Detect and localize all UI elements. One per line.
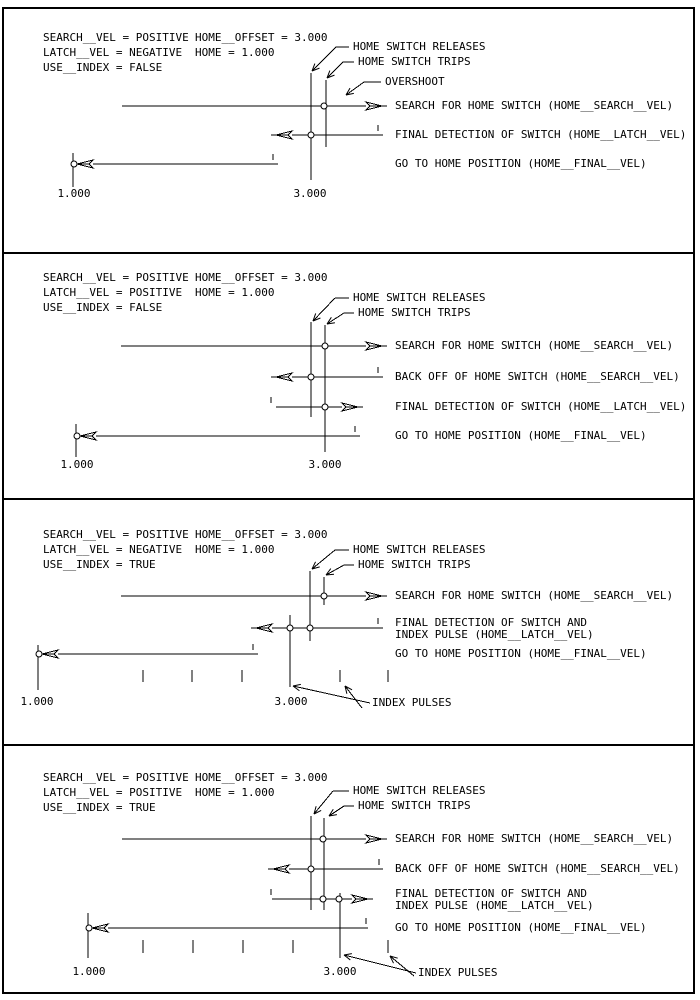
panel-3-param-col2: HOME__OFFSET = 3.000 bbox=[195, 528, 328, 541]
panel-2-param-col1: LATCH__VEL = POSITIVE bbox=[43, 286, 183, 299]
panel-4-callout-label: HOME SWITCH TRIPS bbox=[358, 799, 471, 812]
panel-2-callout-label: HOME SWITCH RELEASES bbox=[353, 291, 486, 304]
panel-3-row-label: SEARCH FOR HOME SWITCH (HOME__SEARCH__VEL) bbox=[395, 589, 674, 602]
panel-1-event-marker bbox=[308, 132, 314, 138]
panel-3-index-arrowhead bbox=[293, 684, 301, 686]
panel-2-callout-leader bbox=[327, 313, 344, 324]
panel-3-row-label: GO TO HOME POSITION (HOME__FINAL__VEL) bbox=[395, 647, 647, 660]
panel-2-param-col2: HOME = 1.000 bbox=[195, 286, 275, 299]
panel-4-event-marker bbox=[320, 836, 326, 842]
panel-4-param-col1: LATCH__VEL = POSITIVE bbox=[43, 786, 183, 799]
panel-1-position-label: 3.000 bbox=[293, 187, 327, 200]
panel-2-event-marker bbox=[322, 343, 328, 349]
panel-3-position-label: 3.000 bbox=[274, 695, 308, 708]
panel-2-param-col2: HOME__OFFSET = 3.000 bbox=[195, 271, 328, 284]
panel-4-row-label: FINAL DETECTION OF SWITCH AND bbox=[395, 887, 588, 900]
panel-3-position-label: 1.000 bbox=[20, 695, 54, 708]
panel-3-event-marker bbox=[307, 625, 313, 631]
panel-2-param-col1: USE__INDEX = FALSE bbox=[43, 301, 163, 314]
panel-1-callout-label: HOME SWITCH TRIPS bbox=[358, 55, 471, 68]
panel-1-event-marker bbox=[321, 103, 327, 109]
panel-2-event-marker bbox=[322, 404, 328, 410]
panel-4-position-label: 1.000 bbox=[72, 965, 106, 978]
panel-4-row-label: BACK OFF OF HOME SWITCH (HOME__SEARCH__VEL) bbox=[395, 862, 680, 875]
panel-1-callout-leader bbox=[312, 47, 336, 71]
panel-1-param-col2: HOME = 1.000 bbox=[195, 46, 275, 59]
panel-1-position-label: 1.000 bbox=[57, 187, 91, 200]
panel-2-position-label: 1.000 bbox=[60, 458, 94, 471]
panel-1-event-marker bbox=[71, 161, 77, 167]
panel-2-callout-label: HOME SWITCH TRIPS bbox=[358, 306, 471, 319]
panel-3-callout-label: HOME SWITCH TRIPS bbox=[358, 558, 471, 571]
panel-4-callout-leader bbox=[314, 791, 333, 814]
panel-4-callout-label: HOME SWITCH RELEASES bbox=[353, 784, 486, 797]
panel-2-row-label: GO TO HOME POSITION (HOME__FINAL__VEL) bbox=[395, 429, 647, 442]
panel-2-row-label: BACK OFF OF HOME SWITCH (HOME__SEARCH__VEL) bbox=[395, 370, 680, 383]
panel-4-event-marker bbox=[308, 866, 314, 872]
panel-1-callout-label: OVERSHOOT bbox=[385, 75, 445, 88]
panel-4-row-label: SEARCH FOR HOME SWITCH (HOME__SEARCH__VEL) bbox=[395, 832, 674, 845]
panel-4-index-pulses-label: INDEX PULSES bbox=[418, 966, 498, 979]
panel-1-callout-leader bbox=[346, 82, 364, 95]
panel-3-param-col1: USE__INDEX = TRUE bbox=[43, 558, 156, 571]
panel-1-callout-leader bbox=[327, 62, 343, 78]
panel-2-row-label: FINAL DETECTION OF SWITCH (HOME__LATCH__VEL) bbox=[395, 400, 687, 413]
panel-1-param-col1: SEARCH__VEL = POSITIVE bbox=[43, 31, 189, 44]
panel-2-event-marker bbox=[74, 433, 80, 439]
panel-3-event-marker bbox=[321, 593, 327, 599]
panel-4-index-leader bbox=[390, 956, 414, 976]
panel-3-event-marker bbox=[36, 651, 42, 657]
panel-1-callout-label: HOME SWITCH RELEASES bbox=[353, 40, 486, 53]
panel-4-param-col2: HOME__OFFSET = 3.000 bbox=[195, 771, 328, 784]
panel-4-event-marker bbox=[86, 925, 92, 931]
panel-4-param-col1: SEARCH__VEL = POSITIVE bbox=[43, 771, 189, 784]
panel-2-position-label: 3.000 bbox=[308, 458, 342, 471]
panel-1-param-col1: USE__INDEX = FALSE bbox=[43, 61, 163, 74]
panel-3-row-label: FINAL DETECTION OF SWITCH AND bbox=[395, 616, 588, 629]
panel-2-param-col1: SEARCH__VEL = POSITIVE bbox=[43, 271, 189, 284]
panel-1-param-col2: HOME__OFFSET = 3.000 bbox=[195, 31, 328, 44]
panel-4-position-label: 3.000 bbox=[323, 965, 357, 978]
panel-4-index-arrowhead bbox=[344, 954, 352, 955]
panel-3-param-col1: LATCH__VEL = NEGATIVE bbox=[43, 543, 183, 556]
panel-1-row-label: SEARCH FOR HOME SWITCH (HOME__SEARCH__VEL) bbox=[395, 99, 674, 112]
panel-1-row-label: GO TO HOME POSITION (HOME__FINAL__VEL) bbox=[395, 157, 647, 170]
panel-3-index-pulses-label: INDEX PULSES bbox=[372, 696, 452, 709]
panel-3-callout-label: HOME SWITCH RELEASES bbox=[353, 543, 486, 556]
panel-1-row-label: FINAL DETECTION OF SWITCH (HOME__LATCH__VEL) bbox=[395, 128, 687, 141]
panel-3-event-marker bbox=[287, 625, 293, 631]
panel-4-param-col2: HOME = 1.000 bbox=[195, 786, 275, 799]
panel-4-param-col1: USE__INDEX = TRUE bbox=[43, 801, 156, 814]
panel-3-callout-arrowhead bbox=[326, 574, 334, 575]
panel-2-event-marker bbox=[308, 374, 314, 380]
panel-3-index-leader bbox=[345, 686, 362, 708]
panel-4-row-label: GO TO HOME POSITION (HOME__FINAL__VEL) bbox=[395, 921, 647, 934]
panel-4-event-marker bbox=[320, 896, 326, 902]
panel-1-param-col1: LATCH__VEL = NEGATIVE bbox=[43, 46, 183, 59]
panel-3-row-label: INDEX PULSE (HOME__LATCH__VEL) bbox=[395, 628, 594, 641]
panel-3-param-col2: HOME = 1.000 bbox=[195, 543, 275, 556]
panel-3-callout-leader bbox=[312, 550, 335, 569]
panel-3-param-col1: SEARCH__VEL = POSITIVE bbox=[43, 528, 189, 541]
panel-4-event-marker bbox=[336, 896, 342, 902]
diagram-frame bbox=[3, 8, 694, 993]
panel-4-row-label: INDEX PULSE (HOME__LATCH__VEL) bbox=[395, 899, 594, 912]
panel-3-callout-leader bbox=[326, 565, 344, 575]
panel-2-row-label: SEARCH FOR HOME SWITCH (HOME__SEARCH__VEL) bbox=[395, 339, 674, 352]
